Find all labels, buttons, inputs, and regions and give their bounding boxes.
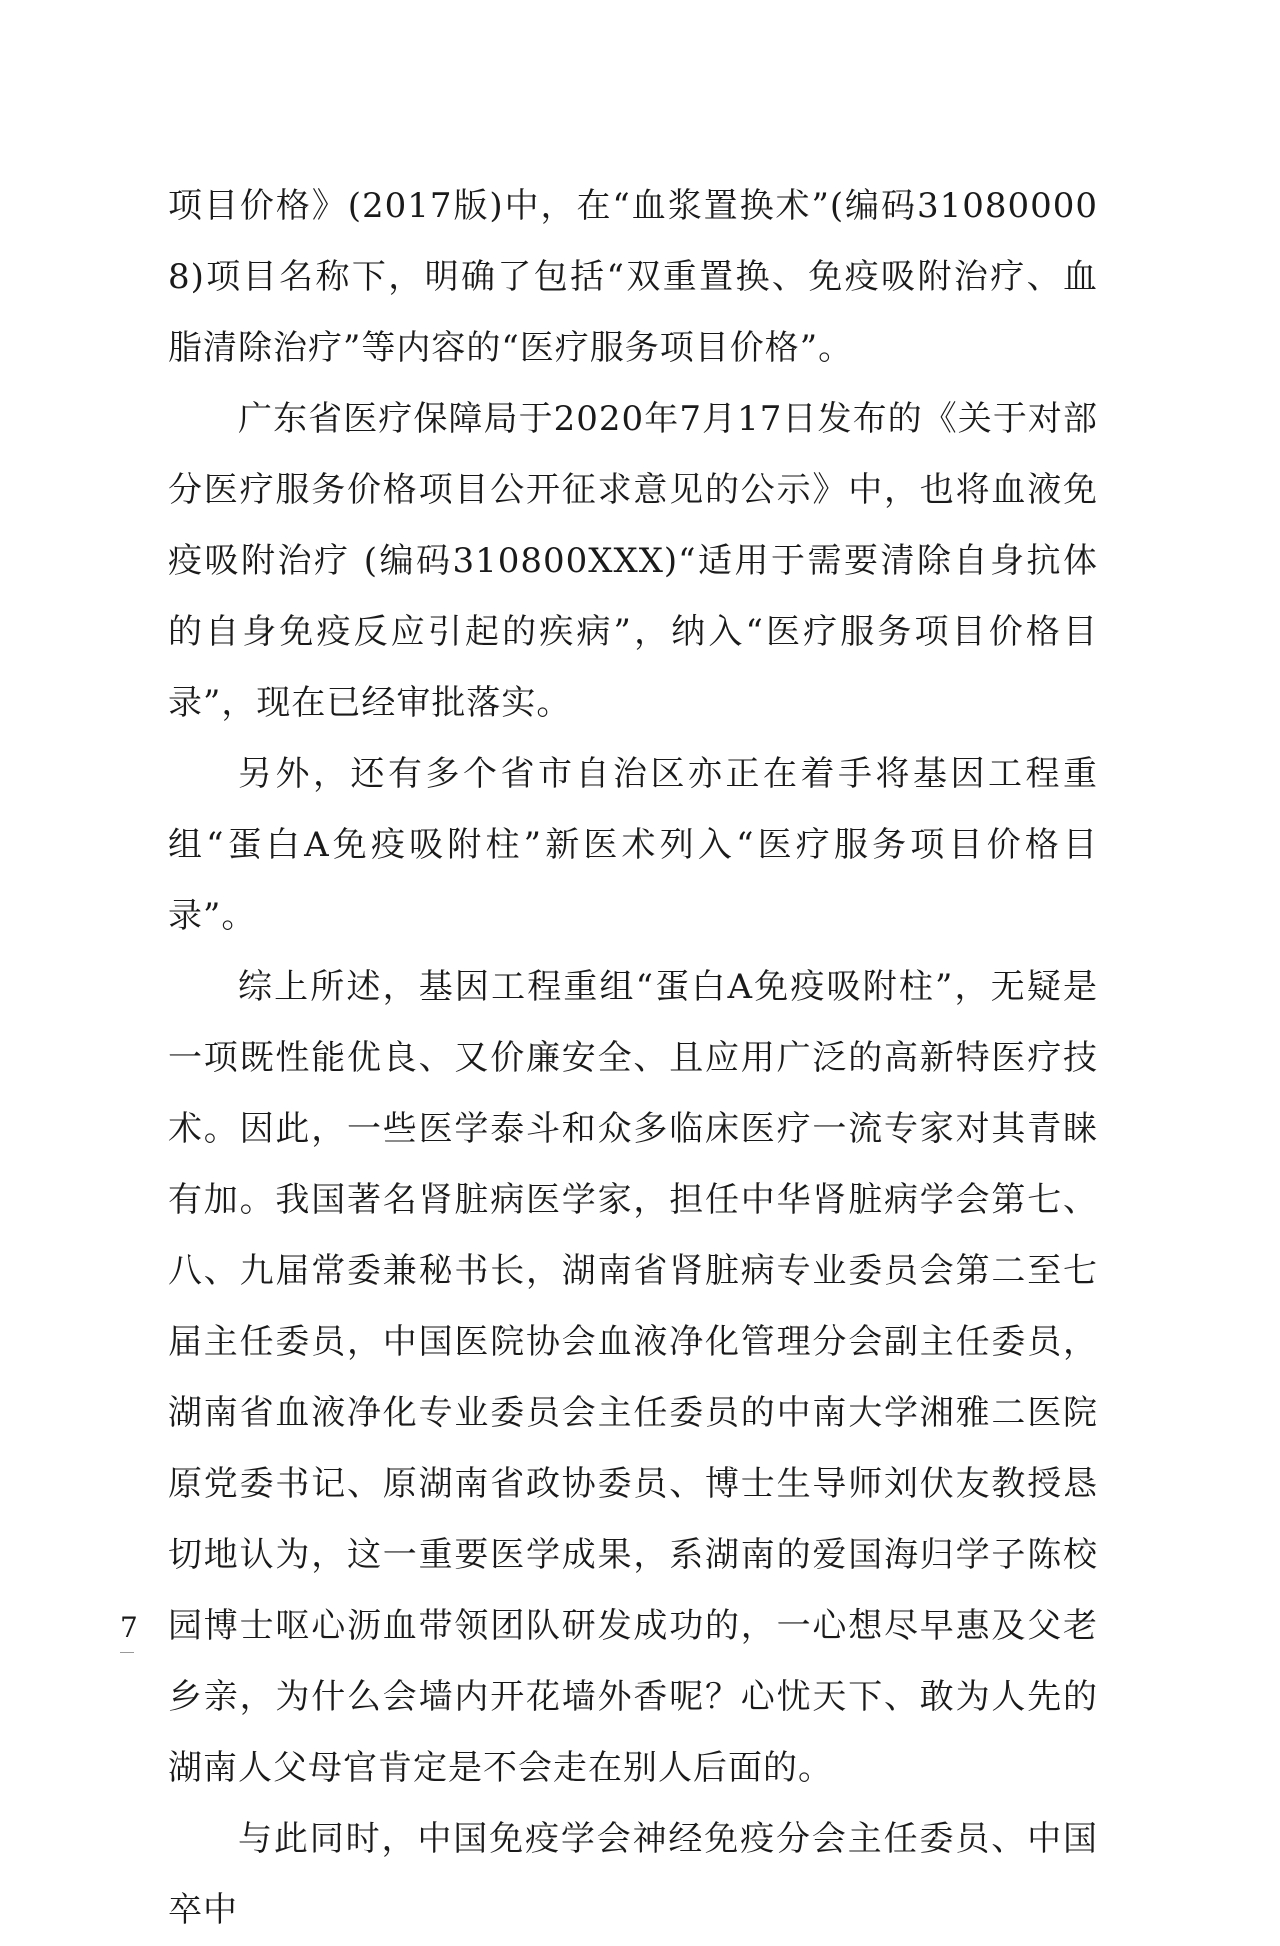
paragraph-guangdong-notice: 广东省医疗保障局于2020年7月17日发布的《关于对部分医疗服务价格项目公开征求意见的公示》中，也将血液免疫吸附治疗 (编码310800XXX)“适用于需要清除自身抗体的自身免疫反应引起的疾病”，纳入“医疗服务项目价格目录”，现在已经审批落实。 [168, 399, 1098, 723]
page-number-underline [120, 1652, 134, 1653]
body-text [168, 171, 1098, 1946]
page-number: 7 [120, 1611, 138, 1644]
paragraph-continuation: 项目价格》(2017版)中，在“血浆置换术”(编码310800008)项目名称下，明确了包括“双重置换、免疫吸附治疗、血脂清除治疗”等内容的“医疗服务项目价格”。 [168, 186, 1098, 368]
paragraph-meanwhile: 与此同时，中国免疫学会神经免疫分会主任委员、中国卒中 [168, 1819, 1098, 1930]
paragraph-summary: 综上所述，基因工程重组“蛋白A免疫吸附柱”，无疑是一项既性能优良、又价廉安全、且应用广泛的高新特医疗技术。因此，一些医学泰斗和众多临床医疗一流专家对其青睐有加。我国著名肾脏病医学家，担任中华肾脏病学会第七、八、九届常委兼秘书长，湖南省肾脏病专业委员会第二至七届主任委员，中国医院协会血液净化管理分会副主任委员，湖南省血液净化专业委员会主任委员的中南大学湘雅二医院原党委书记、原湖南省政协委员、博士生导师刘伏友教授恳切地认为，这一重要医学成果，系湖南的爱国海归学子陈校园博士呕心沥血带领团队研发成功的，一心想尽早惠及父老乡亲，为什么会墙内开花墙外香呢？心忧天下、敢为人先的湖南人父母官肯定是不会走在别人后面的。 [168, 967, 1098, 1788]
paragraph-other-provinces: 另外，还有多个省市自治区亦正在着手将基因工程重组“蛋白A免疫吸附柱”新医术列入“医疗服务项目价格目录”。 [168, 754, 1098, 936]
